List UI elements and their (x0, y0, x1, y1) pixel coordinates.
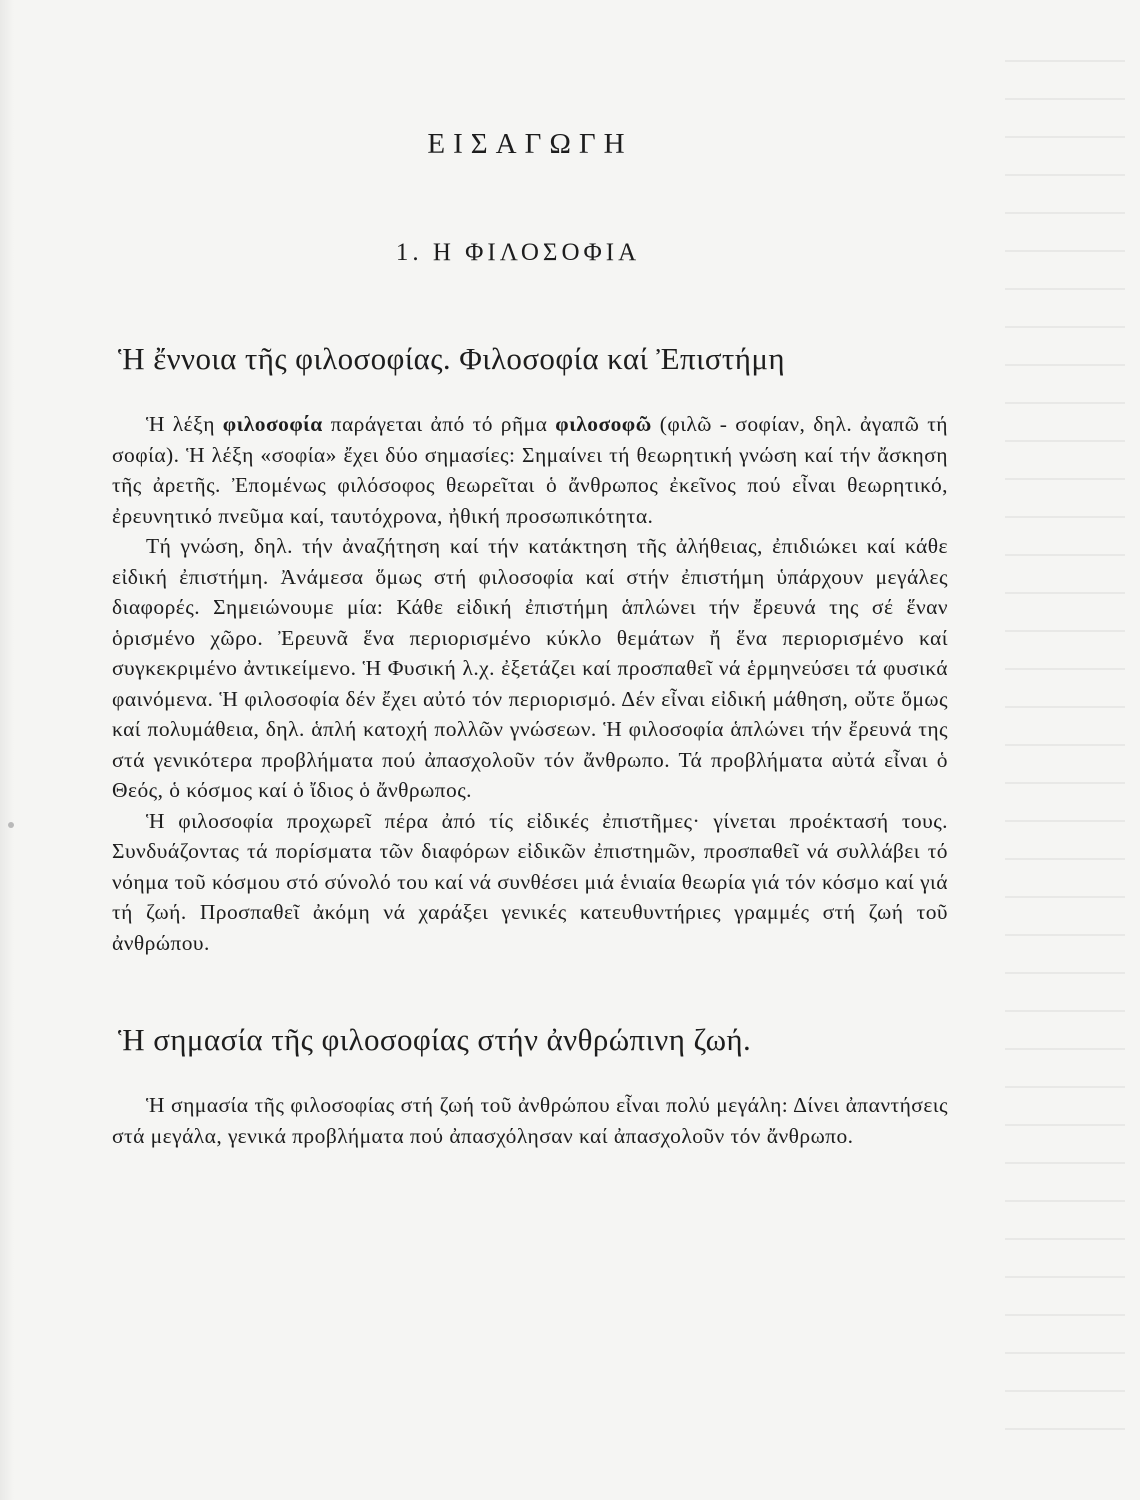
paragraph-definition-end: (φιλῶ - σοφίαν, δηλ. ἀγαπῶ τή σοφία). Ἡ λέξη «σοφία» ἔχει δύο σημασίες: Σημαίνει τή θεωρητική γνώση καί τήν ἄσκηση τῆς ἀρετῆς. Ἐπομένως φιλόσοφος θεωρεῖται ὁ ἄνθρωπος ἐκεῖνος πού εἶναι θεωρητικό, ἐρευνητικό πνεῦμα καί, ταυτόχρονα, ἠθική προσωπικότητα. (112, 412, 949, 528)
show-through-texture (1005, 60, 1125, 1440)
paragraph-definition-middle: παράγεται ἀπό τό ρῆμα (322, 412, 556, 436)
section-title: 1. Η ΦΙΛΟΣΟΦΙΑ (395, 239, 641, 266)
subsection-title-meaning: Ἡ ἔννοια τῆς φιλοσοφίας. Φιλοσοφία καί Ἐπιστήμη (118, 341, 786, 376)
paragraph-synthesis: Ἡ φιλοσοφία προχωρεῖ πέρα ἀπό τίς εἰδικές ἐπιστῆμες· γίνεται προέκτασή τους. Συνδυάζοντας τά πορίσματα τῶν διαφόρων εἰδικῶν ἐπιστημῶν, προσπαθεῖ νά συλλάβει τό νόημα τοῦ κόσμου στό σύνολό του καί νά συνθέσει μιά ἑνιαία θεωρία γιά τόν κόσμο καί γιά τή ζωή. Προσπαθεῖ ἀκόμη νά χαράξει γενικές κατευθυντήριες γραμμές στή ζωή τοῦ ἀνθρώπου. (112, 808, 948, 955)
paragraph-definition (112, 409, 948, 531)
section-spacer (112, 958, 948, 1022)
paragraph-science-differences: Τή γνώση, δηλ. τήν ἀναζήτηση καί τήν κατάκτηση τῆς ἀλήθειας, ἐπιδιώκει καί κάθε εἰδική ἐπιστήμη. Ἀνάμεσα ὅμως στή φιλοσοφία καί στήν ἐπιστήμη ὑπάρχουν μεγάλες διαφορές. Σημειώνουμε μία: Κάθε εἰδική ἐπιστήμη ἁπλώνει τήν ἔρευνά της σέ ἕναν ὁρισμένο χῶρο. Ἐρευνᾶ ἕνα περιορισμένο κύκλο θεμάτων ἤ ἕνα περιορισμένο καί συγκεκριμένο ἀντικείμενο. Ἡ Φυσική λ.χ. ἐξετάζει καί προσπαθεῖ νά ἑρμηνεύσει τά φυσικά φαινόμενα. Ἡ φιλοσοφία δέν ἔχει αὐτό τόν περιορισμό. Δέν εἶναι εἰδική μάθηση, οὔτε ὅμως καί πολυμάθεια, δηλ. ἁπλή κατοχή πολλῶν γνώσεων. Ἡ φιλοσοφία ἁπλώνει τήν ἔρευνά της στά γενικότερα προβλήματα πού ἀπασχολοῦν τόν ἄνθρωπο. Τά προβλήματα αὐτά εἶναι ὁ Θεός, ὁ κόσμος καί ὁ ἴδιος ὁ ἄνθρωπος. (112, 534, 948, 802)
paragraph-definition-start: Ἡ λέξη (146, 412, 223, 436)
term-philosophia: φιλοσοφία (222, 412, 323, 436)
subsection-title-importance: Ἡ σημασία τῆς φιλοσοφίας στήν ἀνθρώπινη ζωή. (118, 1022, 752, 1057)
chapter-title: ΕΙΣΑΓΩΓΗ (427, 128, 633, 160)
term-philosopho: φιλοσοφῶ (555, 412, 652, 436)
page-content (112, 128, 948, 1151)
page-mark (8, 822, 14, 828)
paragraph-importance: Ἡ σημασία τῆς φιλοσοφίας στή ζωή τοῦ ἀνθρώπου εἶναι πολύ μεγάλη: Δίνει ἀπαντήσεις στά μεγάλα, γενικά προβλήματα πού ἀπασχόλησαν καί ἀπασχολοῦν τόν ἄνθρωπο. (112, 1093, 948, 1148)
